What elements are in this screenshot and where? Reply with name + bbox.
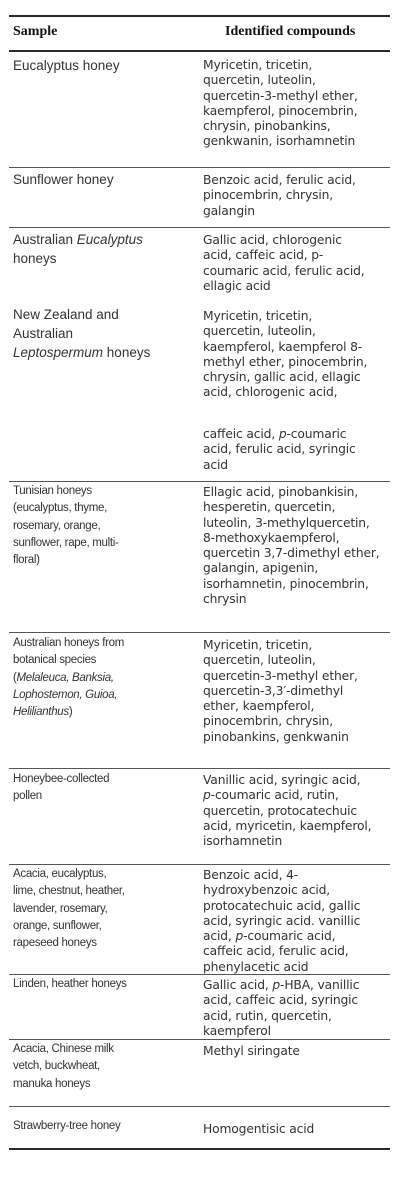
sample-line: sunflower, rape, multi-: [13, 536, 119, 549]
table-row-compounds: [203, 978, 359, 1039]
sample-line: Tunisian honeys: [13, 485, 92, 497]
compound-line: coumaric acid, ferulic acid,: [203, 263, 365, 278]
table-row-compounds-continued: [203, 427, 356, 473]
table-row-compounds: [203, 1044, 300, 1059]
compound-line: kaempferol: [203, 1023, 271, 1038]
compound-line: luteolin, 3-methylquercetin,: [203, 515, 370, 530]
compound-line: kaempferol, kaempferol 8-: [203, 339, 363, 354]
compound-line: Myricetin, tricetin,: [203, 309, 313, 323]
table-row-sample: [13, 230, 143, 268]
sample-line: lavender, rosemary,: [13, 902, 108, 915]
compound-line: caffeic acid, p-coumaric: [203, 427, 347, 441]
compound-line: 8-methoxykaempferol,: [203, 530, 340, 545]
sample-line: Acacia, Chinese milk: [13, 1043, 114, 1055]
sample-line: pollen: [13, 790, 42, 803]
compound-line: quercetin-3-methyl ether,: [203, 88, 358, 103]
compound-line: Vanillic acid, syringic acid,: [203, 773, 361, 787]
compound-line: phenylacetic acid: [203, 959, 309, 974]
compound-line: isorhamnetin: [203, 834, 283, 849]
table-row-compounds: [203, 309, 367, 401]
header-compounds: Identified compounds: [225, 24, 356, 39]
compound-line: galangin, apigenin,: [203, 561, 319, 576]
compound-line: acid, myricetin, kaempferol,: [203, 818, 372, 833]
compound-line: caffeic acid, ferulic acid,: [203, 944, 349, 959]
sample-line: Honeybee-collected: [13, 773, 110, 785]
compound-line: acid, p-coumaric acid,: [203, 929, 336, 944]
compound-line: chrysin, pinobankins,: [203, 119, 331, 134]
compound-line: pinobankins, genkwanin: [203, 729, 349, 744]
row-divider: [9, 864, 390, 865]
compound-line: Ellagic acid, pinobankisin,: [203, 485, 359, 499]
compound-line: acid, caffeic acid, p-: [203, 248, 324, 263]
compound-line: acid, chlorogenic acid,: [203, 385, 338, 400]
compound-line: protocatechuic acid, gallic: [203, 898, 361, 913]
header-bottom-rule: [9, 50, 390, 52]
table-row-compounds: [203, 233, 365, 294]
compound-line: quercetin 3,7-dimethyl ether,: [203, 546, 380, 561]
sample-line: vetch, buckwheat,: [13, 1060, 100, 1073]
compound-line: Myricetin, tricetin,: [203, 58, 313, 72]
row-divider: [9, 1106, 390, 1107]
compound-line: hydroxybenzoic acid,: [203, 883, 331, 898]
compound-line: chrysin: [203, 592, 247, 607]
compound-line: Benzoic acid, ferulic acid,: [203, 173, 356, 187]
table-row-compounds: [203, 868, 360, 975]
table-row-sample: [13, 305, 150, 362]
sample-line: Strawberry-tree honey: [13, 1120, 121, 1132]
sample-line: Eucalyptus honey: [13, 58, 120, 73]
compound-line: chrysin, gallic acid, ellagic: [203, 370, 361, 385]
compound-line: quercetin-3,3′-dimethyl: [203, 683, 344, 698]
compound-line: galangin: [203, 203, 255, 218]
compound-line: ether, kaempferol,: [203, 699, 315, 714]
table-row-sample: [13, 56, 120, 75]
row-divider: [9, 481, 390, 482]
compound-line: quercetin-3-methyl ether,: [203, 668, 358, 683]
row-divider: [9, 974, 390, 975]
table-row-compounds: [203, 58, 358, 150]
table-top-rule: [9, 15, 390, 17]
compound-line: pinocembrin, chrysin,: [203, 714, 333, 729]
table-row-compounds: [203, 638, 358, 745]
table-row-sample: [13, 1118, 120, 1135]
table-row-sample: [13, 483, 119, 569]
row-divider: [9, 167, 390, 168]
table-row-compounds: [203, 485, 380, 607]
compound-line: Gallic acid, p-HBA, vanillic: [203, 978, 360, 992]
sample-line: floral): [13, 554, 40, 567]
compound-line: acid, caffeic acid, syringic: [203, 993, 359, 1008]
compound-line: genkwanin, isorhamnetin: [203, 134, 356, 149]
table-row-sample: [13, 976, 127, 993]
table-row-sample: [13, 866, 125, 952]
table-row-sample: [13, 635, 124, 721]
compound-line: p-coumaric acid, rutin,: [203, 788, 339, 803]
sample-line: honeys: [13, 251, 57, 266]
row-divider: [9, 1039, 390, 1040]
table-row-sample: [13, 1041, 114, 1093]
compound-line: hesperetin, quercetin,: [203, 500, 336, 515]
compound-line: methyl ether, pinocembrin,: [203, 354, 368, 369]
sample-line: rapeseed honeys: [13, 937, 97, 950]
compound-line: Benzoic acid, 4-: [203, 868, 299, 882]
compound-line: pinocembrin, chrysin,: [203, 188, 333, 203]
compound-line: Gallic acid, chlorogenic: [203, 233, 342, 247]
sample-line: Leptospermum honeys: [13, 345, 151, 360]
row-divider: [9, 768, 390, 769]
sample-line: (Melaleuca, Banksia,: [13, 671, 114, 684]
compound-line: Methyl siringate: [203, 1044, 300, 1058]
sample-line: Australian honeys from: [13, 637, 125, 649]
compound-line: kaempferol, pinocembrin,: [203, 103, 358, 118]
table-bottom-rule: [9, 1148, 390, 1150]
sample-line: Australian: [13, 326, 74, 341]
compound-line: acid: [203, 457, 228, 472]
table-row-compounds: [203, 173, 356, 219]
sample-line: botanical species: [13, 654, 97, 667]
compound-line: ellagic acid: [203, 278, 271, 293]
compound-line: quercetin, luteolin,: [203, 653, 316, 668]
compound-line: Myricetin, tricetin,: [203, 638, 313, 652]
compound-line: quercetin, luteolin,: [203, 324, 316, 339]
compound-line: quercetin, luteolin,: [203, 73, 316, 88]
sample-line: (eucalyptus, thyme,: [13, 502, 108, 515]
compound-line: acid, syringic acid. vanillic: [203, 913, 361, 928]
table-row-compounds: [203, 1122, 314, 1137]
table-row-compounds: [203, 773, 371, 849]
compound-line: isorhamnetin, pinocembrin,: [203, 576, 369, 591]
header-sample: Sample: [13, 24, 58, 39]
row-divider: [9, 227, 390, 228]
table-row-sample: [13, 771, 109, 806]
table-row-sample: [13, 170, 114, 189]
sample-line: rosemary, orange,: [13, 519, 101, 532]
sample-line: Acacia, eucalyptus,: [13, 868, 107, 880]
sample-line: manuka honeys: [13, 1077, 91, 1090]
sample-line: lime, chestnut, heather,: [13, 885, 125, 898]
compound-line: acid, ferulic acid, syringic: [203, 442, 356, 457]
compound-line: quercetin, protocatechuic: [203, 803, 358, 818]
sample-line: Lophostemon, Guioa,: [13, 688, 118, 701]
sample-line: orange, sunflower,: [13, 919, 102, 932]
row-divider: [9, 632, 390, 633]
sample-line: Sunflower honey: [13, 172, 114, 187]
sample-line: New Zealand and: [13, 307, 119, 322]
sample-line: Linden, heather honeys: [13, 978, 127, 990]
compound-line: Homogentisic acid: [203, 1122, 315, 1136]
sample-line: Helilianthus): [13, 706, 73, 719]
compound-line: acid, rutin, quercetin,: [203, 1008, 332, 1023]
sample-line: Australian Eucalyptus: [13, 232, 143, 247]
